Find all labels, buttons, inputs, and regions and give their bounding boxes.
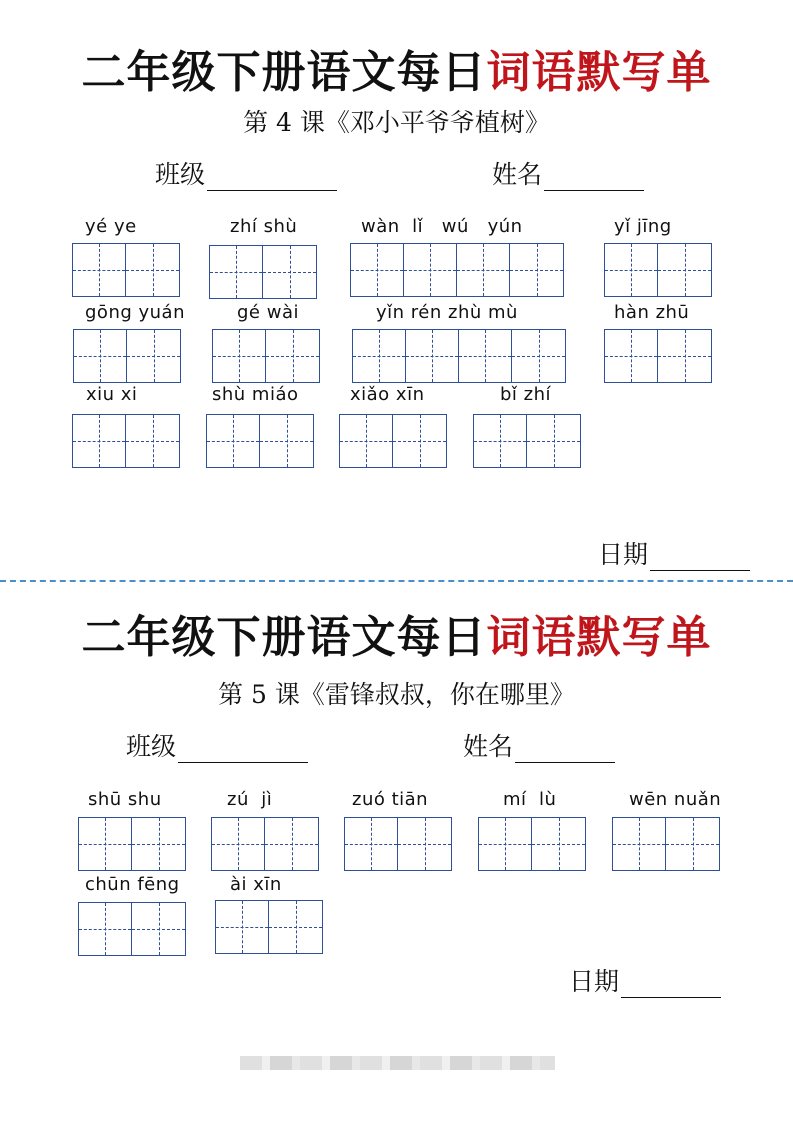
pinyin-label: chūn fēng	[85, 874, 180, 895]
pinyin-label: shū shu	[88, 789, 162, 810]
writing-grid[interactable]	[473, 414, 581, 468]
section-divider	[0, 580, 793, 582]
writing-grid[interactable]	[604, 243, 712, 297]
title-red-text: 词语默写单	[486, 612, 712, 663]
date-label: 日期	[569, 967, 620, 996]
date-field[interactable]	[569, 962, 721, 998]
pinyin-label: yǐn rén zhù mù	[376, 302, 518, 323]
pinyin-label: xiu xi	[86, 384, 138, 405]
worksheet-title-lesson4	[0, 36, 793, 100]
pinyin-label: mí lù	[503, 789, 557, 810]
writing-grid[interactable]	[604, 329, 712, 383]
pinyin-label: wēn nuǎn	[629, 789, 722, 810]
pinyin-label: yǐ jīng	[614, 216, 672, 237]
title-black-text: 二年级下册语文每日	[81, 612, 487, 663]
writing-grid[interactable]	[350, 243, 564, 297]
date-label: 日期	[598, 540, 649, 569]
writing-grid[interactable]	[478, 817, 586, 871]
pinyin-label: ài xīn	[230, 874, 282, 895]
pinyin-label: xiǎo xīn	[350, 384, 425, 405]
class-label: 班级	[155, 160, 206, 189]
pinyin-label: zhí shù	[230, 216, 298, 237]
name-blank-line[interactable]	[544, 164, 644, 191]
pinyin-label: gōng yuán	[85, 302, 185, 323]
lesson-subtitle: 第 5 课《雷锋叔叔，你在哪里》	[218, 680, 575, 709]
writing-grid[interactable]	[211, 817, 319, 871]
pinyin-label: zuó tiān	[352, 789, 429, 810]
title-black-text: 二年级下册语文每日	[81, 47, 487, 98]
writing-grid[interactable]	[352, 329, 566, 383]
lesson-subtitle: 第 4 课《邓小平爷爷植树》	[243, 108, 550, 137]
name-label: 姓名	[463, 732, 514, 761]
class-blank-line[interactable]	[178, 736, 308, 763]
name-field[interactable]	[492, 155, 644, 191]
writing-grid[interactable]	[72, 243, 180, 297]
pinyin-label: bǐ zhí	[500, 384, 552, 405]
class-field[interactable]	[126, 727, 308, 763]
writing-grid[interactable]	[339, 414, 447, 468]
date-field[interactable]	[598, 535, 750, 571]
pinyin-label: hàn zhū	[614, 302, 690, 323]
class-blank-line[interactable]	[207, 164, 337, 191]
pinyin-label: shù miáo	[212, 384, 299, 405]
date-blank-line[interactable]	[621, 971, 721, 998]
writing-grid[interactable]	[206, 414, 314, 468]
writing-grid[interactable]	[215, 900, 323, 954]
pinyin-label: wàn lǐ wú yún	[361, 216, 523, 237]
pinyin-label: yé ye	[85, 216, 137, 237]
pinyin-label: gé wài	[237, 302, 299, 323]
writing-grid[interactable]	[78, 902, 186, 956]
name-field[interactable]	[463, 727, 615, 763]
worksheet-title-lesson5	[0, 601, 793, 665]
title-red-text: 词语默写单	[486, 47, 712, 98]
name-blank-line[interactable]	[515, 736, 615, 763]
pinyin-label: zú jì	[227, 789, 273, 810]
name-label: 姓名	[492, 160, 543, 189]
writing-grid[interactable]	[344, 817, 452, 871]
writing-grid[interactable]	[73, 329, 181, 383]
date-blank-line[interactable]	[650, 544, 750, 571]
writing-grid[interactable]	[72, 414, 180, 468]
class-label: 班级	[126, 732, 177, 761]
class-field[interactable]	[155, 155, 337, 191]
writing-grid[interactable]	[209, 245, 317, 299]
writing-grid[interactable]	[78, 817, 186, 871]
blurred-footer-watermark	[240, 1056, 555, 1070]
writing-grid[interactable]	[212, 329, 320, 383]
writing-grid[interactable]	[612, 817, 720, 871]
